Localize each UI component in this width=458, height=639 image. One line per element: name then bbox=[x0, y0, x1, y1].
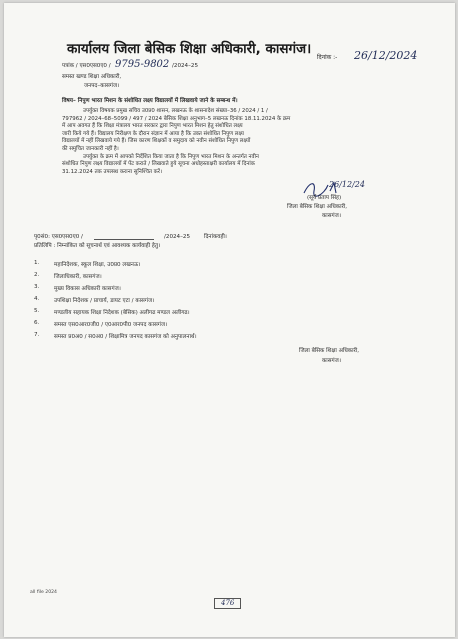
signature-date: 26/12/24 bbox=[329, 180, 365, 189]
page-stamp: 476 bbox=[214, 598, 241, 609]
copy-ref-date: दिनांकवही। bbox=[204, 234, 227, 240]
body-line: 797962 / 2024–68–5099 / 497 / 2024 बेसिक शिक्षा अनुभाग–5 लखनऊ दिनांक 18.11.2024 के क्रम bbox=[62, 115, 291, 122]
subject-line: विषय– निपुण भारत मिशन के संशोधित लक्ष्य विद्यालयों में लिखवाये जाने के सम्बन्ध में। bbox=[62, 98, 238, 104]
body-line: विद्यालयों में नहीं लिखवाये गये हैं। जिस कारण शिक्षकों व समुदाय को नवीन संशोधित निपुण लक्ष्यों bbox=[62, 138, 251, 145]
body-line: जारी किये गये हैं। विद्यालय निरीक्षण के दौरान संज्ञान में आया है कि उक्त संशोधित निपुण लक्ष्य bbox=[62, 130, 244, 137]
blank-line bbox=[94, 239, 154, 240]
signatory-name: (सूर्य प्रताप सिंह) bbox=[307, 195, 342, 201]
footer-place: कासगंज। bbox=[322, 358, 341, 364]
body-line: में आप अवगत हैं कि शिक्षा मंत्रालय भारत सरकार द्वारा निपुण भारत मिशन हेतु संशोधित लक्ष्य bbox=[62, 123, 243, 130]
body-line: की समुचित जानकारी नहीं है। bbox=[62, 145, 119, 152]
patrank-number: 9795-9802 bbox=[115, 59, 170, 70]
body-line: उपर्युक्त के क्रम में आपको निर्देशित किया जाता है कि निपुण भारत मिशन के अन्तर्गत नवीन bbox=[83, 153, 259, 160]
signatory-place: कासगंज। bbox=[322, 213, 341, 219]
copy-intro: प्रतिलिपि : निम्नांकित को सूचनार्थ एवं आवश्यक कार्यवाही हेतु। bbox=[34, 243, 161, 249]
body-line: उपर्युक्त विषयक प्रमुख सचिव उ0प्र0 शासन, लखनऊ के शासनादेश संख्या–36 / 2024 / 1 / bbox=[83, 108, 268, 114]
copy-ref-year: /2024–25 bbox=[164, 234, 191, 240]
file-note: all file 2024 bbox=[30, 590, 57, 595]
addressee-line-2: जनपद–कासगंज। bbox=[84, 83, 120, 89]
body-line: 31.12.2024 तक उपलब्ध कराना सुनिश्चित करें। bbox=[62, 168, 163, 175]
letter-page: कार्यालय जिला बेसिक शिक्षा अधिकारी, कासगंज। पत्रांक / एस0एस0ए0 / 9795-9802 /2024–25 दिनांक :- 26/12/2024 समस्त खण्ड शिक्षा अधिकारी, जनपद–कासगंज। विषय– निपुण भारत मिशन के संशोधित लक्ष्य विद्यालयों में लिखवाये जाने के सम्बन्ध में। उपर्युक्त विषयक प्रमुख सचिव उ0प्र0 शासन, लखनऊ के शासनादेश संख्या–36 / 2024 / 1 / 797962 / 2024–68–5099 / 497 / 2024 बेसिक शिक्षा अनुभाग–5 लखनऊ दिनांक 18.11.2024 के क्रम में आप अवगत हैं कि शिक्षा मंत्रालय भारत सरकार द्वारा निपुण भारत मिशन हेतु संशोधित लक्ष्य जारी किये गये हैं। विद्यालय निरीक्षण के दौरान संज्ञान में आया है कि उक्त संशोधित निपुण लक्ष्य विद्यालयों में नहीं लिखवाये गये हैं। जिस कारण शिक्षकों व समुदाय को नवीन संशोधित निपुण लक्ष्यों की समुचित जानकारी नहीं है। उपर्युक्त के क्रम में आपको निर्देशित किया जाता है कि निपुण भारत मिशन के अन्तर्गत नवीन संशोधित निपुण लक्ष्य विद्यालयों में पेंट कराते / लिखवाते हुये सूचना अधोहस्ताक्षरी कार्यालय में दिनांक 31.12.2024 तक उपलब्ध कराना सुनिश्चित करें। 26/12/24 (सूर्य प्रताप सिंह) जिला बेसिक शिक्षा अधिकारी, कासगंज। पृ0सं0: एस0एस0ए0 / /2024–25 दिनांकवही। प्रतिलिपि : निम्नांकित को सूचनार्थ एवं आवश्यक कार्यवाही हेतु। 1. महानिदेशक, स्कूल शिक्षा, उ0प्र0 लखनऊ। 2. जिलाधिकारी, कासगंज। 3. मुख्य विकास अधिकारी कासगंज। 4. उपशिक्षा निदेशक / प्राचार्य, डायट एटा / कासगंज। 5. मण्डलीय सहायक शिक्षा निदेशक (बेसिक) अलीगढ मण्डल अलीगढ। 6. समस्त एस0आर0जी0 / ए0आर0पी0 जनपद कासगंज। 7. समस्त प्र0अ0 / स0अ0 / शिक्षामित्र जनपद कासगंज को अनुपालनार्थ। जिला बेसिक शिक्षा अधिकारी, कासगंज। all file 2024 476 bbox=[4, 3, 455, 637]
patrank-label: पत्रांक / एस0एस0ए0 / bbox=[62, 63, 111, 69]
footer-title: जिला बेसिक शिक्षा अधिकारी, bbox=[299, 348, 360, 354]
body-line: संशोधित निपुण लक्ष्य विद्यालयों में पेंट कराते / लिखवाते हुये सूचना अधोहस्ताक्षरी कार्यालय में दिनांक bbox=[62, 161, 255, 168]
patrank-year: /2024–25 bbox=[172, 63, 199, 69]
dinank-label: दिनांक :- bbox=[317, 54, 338, 61]
signatory-title: जिला बेसिक शिक्षा अधिकारी, bbox=[287, 204, 348, 210]
letter-body bbox=[62, 108, 290, 176]
dinank-value: 26/12/2024 bbox=[354, 49, 418, 62]
office-heading: कार्यालय जिला बेसिक शिक्षा अधिकारी, कासगंज। bbox=[67, 41, 312, 57]
addressee-line-1: समस्त खण्ड शिक्षा अधिकारी, bbox=[62, 74, 122, 80]
copy-ref-label: पृ0सं0: एस0एस0ए0 / bbox=[34, 234, 83, 240]
